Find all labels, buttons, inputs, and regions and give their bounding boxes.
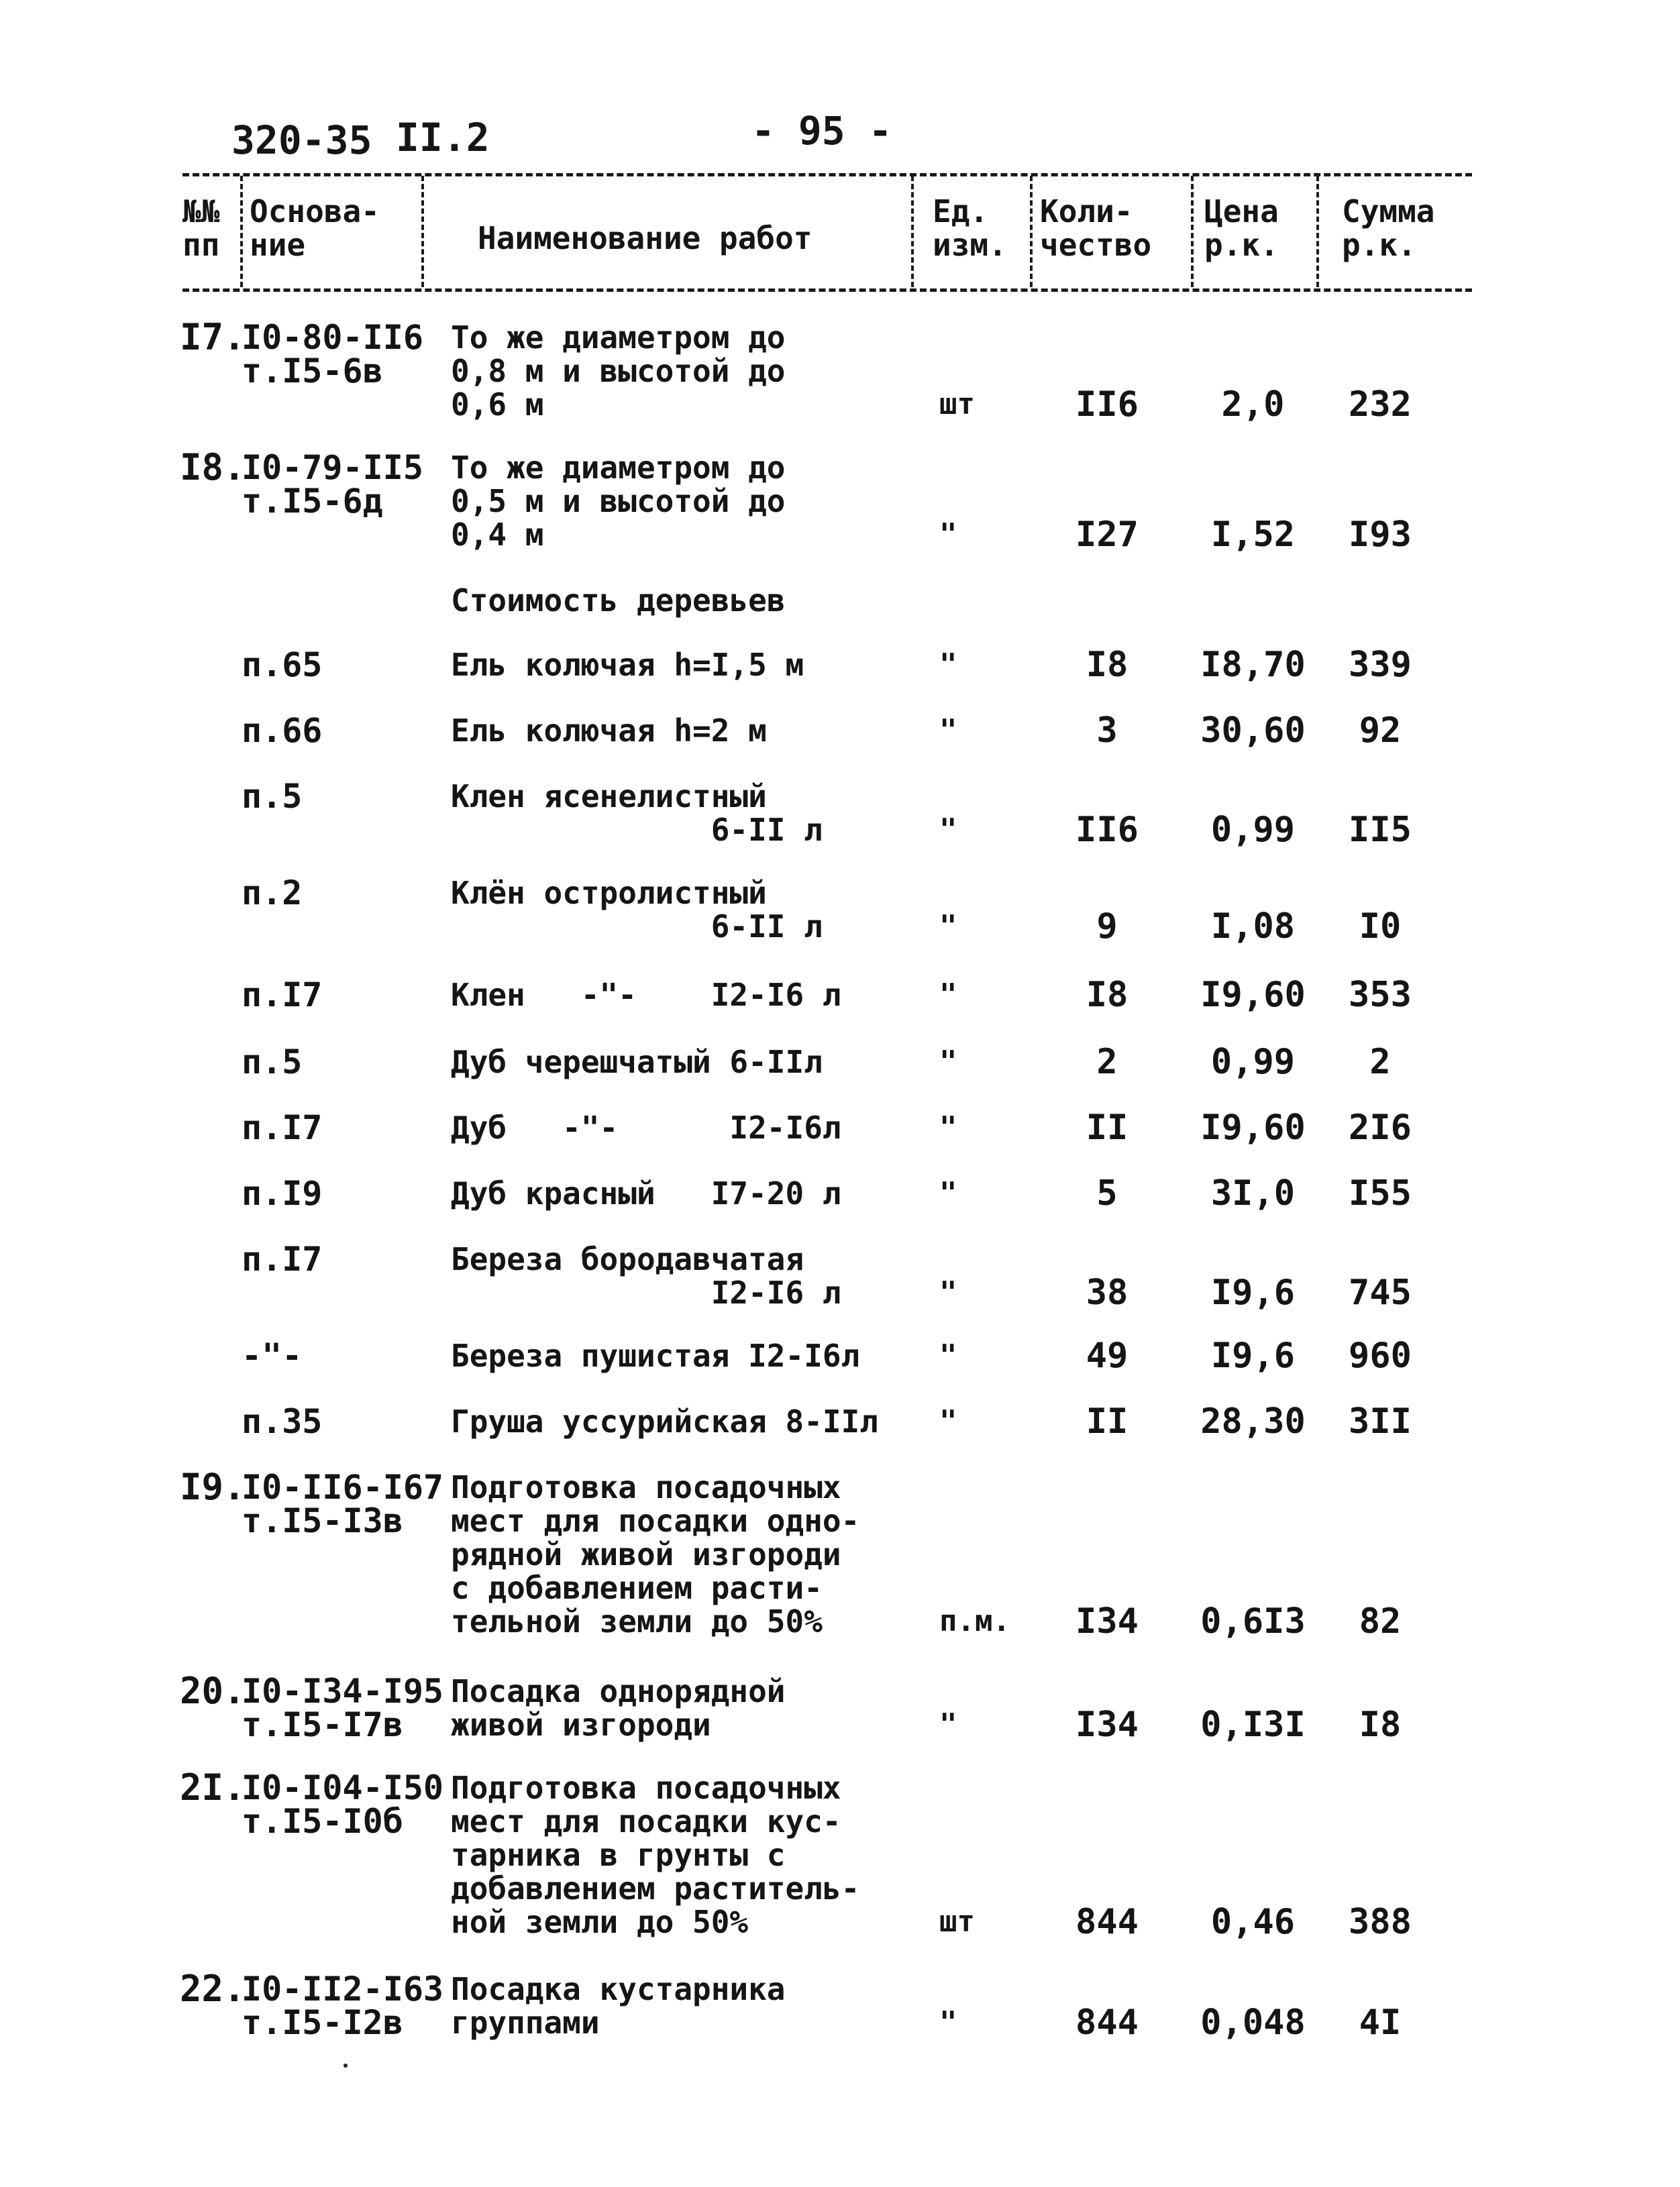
row-basis: I0-79-II5 т.I5-6д bbox=[242, 448, 423, 521]
row-sum: 960 bbox=[1349, 1336, 1412, 1376]
row-basis: I0-80-II6 т.I5-6в bbox=[242, 318, 423, 390]
row-price: 28,30 bbox=[1200, 1401, 1306, 1442]
row-sum: I0 bbox=[1359, 906, 1402, 947]
row-price: 3I,0 bbox=[1210, 1173, 1296, 1214]
col-header-qty: Коли- чество bbox=[1040, 193, 1152, 263]
row-unit: " bbox=[939, 713, 957, 747]
row-quantity: 844 bbox=[1075, 1902, 1139, 1942]
row-work-name: Клен ясенелистный 6-II л bbox=[451, 778, 823, 848]
row-sum: 4I bbox=[1359, 2003, 1402, 2043]
row-quantity: I27 bbox=[1075, 515, 1139, 555]
row-work-name: Подготовка посадочных мест для посадки кус- тарника в грунты с добавлением раститель- ной земли до 50% bbox=[451, 1770, 860, 1940]
row-basis: п.5 bbox=[242, 1043, 303, 1081]
row-quantity: II6 bbox=[1075, 384, 1139, 425]
col-separator-2 bbox=[421, 176, 424, 287]
row-basis: п.I9 bbox=[242, 1174, 323, 1213]
row-basis: п.66 bbox=[242, 711, 323, 750]
row-basis: п.I7 bbox=[242, 1108, 323, 1147]
row-basis: I0-I04-I50 т.I5-I0б bbox=[242, 1768, 444, 1841]
row-number: 20. bbox=[180, 1670, 246, 1712]
col-separator-1 bbox=[240, 176, 243, 287]
row-quantity: I34 bbox=[1075, 1705, 1139, 1745]
row-price: 0,46 bbox=[1210, 1902, 1296, 1942]
row-price: I,52 bbox=[1210, 515, 1296, 555]
row-quantity: II6 bbox=[1075, 810, 1139, 850]
row-unit: шт bbox=[939, 1905, 975, 1939]
row-work-name: Стоимость деревьев bbox=[451, 582, 786, 619]
row-price: 30,60 bbox=[1200, 710, 1306, 751]
col-separator-3 bbox=[911, 176, 914, 287]
header-top-rule bbox=[182, 173, 1472, 176]
row-work-name: Груша уссурийская 8-IIл bbox=[451, 1403, 878, 1440]
row-price: I9,6 bbox=[1210, 1336, 1296, 1376]
row-unit: " bbox=[939, 1110, 957, 1144]
row-price: I9,60 bbox=[1200, 1108, 1306, 1148]
row-sum: 82 bbox=[1359, 1601, 1402, 1642]
row-work-name: Береза бородавчатая I2-I6 л bbox=[451, 1241, 841, 1311]
col-separator-4 bbox=[1030, 176, 1033, 287]
col-header-basis: Основа- ние bbox=[250, 193, 380, 263]
row-price: I9,60 bbox=[1200, 975, 1306, 1015]
row-unit: шт bbox=[939, 387, 975, 421]
row-sum: 745 bbox=[1349, 1273, 1412, 1313]
col-header-sum: Сумма р.к. bbox=[1342, 193, 1435, 263]
row-basis: п.5 bbox=[242, 777, 303, 816]
row-sum: 92 bbox=[1359, 710, 1402, 751]
row-work-name: Береза пушистая I2-I6л bbox=[451, 1338, 860, 1374]
row-basis: I0-II2-I63 т.I5-I2в bbox=[242, 1970, 444, 2042]
row-sum: I55 bbox=[1349, 1173, 1412, 1214]
row-price: 2,0 bbox=[1221, 384, 1285, 425]
row-sum: 339 bbox=[1349, 645, 1412, 685]
row-price: 0,99 bbox=[1210, 1042, 1296, 1082]
row-price: I8,70 bbox=[1200, 645, 1306, 685]
row-basis: п.35 bbox=[242, 1402, 323, 1441]
row-price: I9,6 bbox=[1210, 1273, 1296, 1313]
row-number: I8. bbox=[180, 446, 246, 488]
row-basis: -"- bbox=[242, 1336, 303, 1375]
row-work-name: Клён остролистный 6-II л bbox=[451, 875, 823, 945]
row-unit: " bbox=[939, 647, 957, 682]
row-sum: 388 bbox=[1349, 1902, 1412, 1942]
row-work-name: Подготовка посадочных мест для посадки одно- рядной живой изгороди с добавлением расти- тельной земли до 50% bbox=[451, 1469, 860, 1640]
row-unit: " bbox=[939, 812, 957, 847]
col-header-name: Наименование работ bbox=[478, 220, 812, 256]
row-price: 0,6I3 bbox=[1200, 1601, 1306, 1642]
row-quantity: I34 bbox=[1075, 1601, 1139, 1642]
row-quantity: 38 bbox=[1086, 1273, 1128, 1313]
row-unit: " bbox=[939, 909, 957, 943]
row-unit: " bbox=[939, 1338, 957, 1373]
row-unit: " bbox=[939, 1707, 957, 1742]
row-unit: " bbox=[939, 517, 957, 551]
col-separator-5 bbox=[1191, 176, 1194, 287]
row-work-name: Ель колючая h=I,5 м bbox=[451, 647, 804, 683]
row-quantity: I8 bbox=[1086, 645, 1128, 685]
row-price: I,08 bbox=[1210, 906, 1296, 947]
row-unit: " bbox=[939, 977, 957, 1012]
col-header-number: №№ пп bbox=[182, 193, 220, 263]
row-sum: 2 bbox=[1369, 1042, 1391, 1082]
row-price: 0,048 bbox=[1200, 2003, 1306, 2043]
row-quantity: I8 bbox=[1086, 975, 1128, 1015]
row-work-name: Дуб красный I7-20 л bbox=[451, 1175, 841, 1212]
row-work-name: То же диаметром до 0,8 м и высотой до 0,6 м bbox=[451, 319, 786, 423]
row-unit: " bbox=[939, 1275, 957, 1310]
section-number: II.2 bbox=[396, 115, 490, 160]
row-work-name: Ель колючая h=2 м bbox=[451, 712, 767, 749]
row-basis: I0-I34-I95 т.I5-I7в bbox=[242, 1672, 444, 1744]
row-number: 2I. bbox=[180, 1766, 246, 1809]
page-number: - 95 - bbox=[751, 108, 892, 154]
row-unit: " bbox=[939, 1176, 957, 1210]
row-work-name: Клен -"- I2-I6 л bbox=[451, 977, 841, 1013]
row-work-name: Посадка однорядной живой изгороди bbox=[451, 1673, 786, 1743]
row-sum: 353 bbox=[1349, 975, 1412, 1015]
row-number: I7. bbox=[180, 316, 246, 358]
row-basis: п.I7 bbox=[242, 975, 323, 1014]
row-quantity: II bbox=[1086, 1108, 1128, 1148]
row-basis: п.2 bbox=[242, 873, 303, 912]
row-work-name: Дуб -"- I2-I6л bbox=[451, 1110, 841, 1146]
row-unit: " bbox=[939, 1045, 957, 1079]
col-separator-6 bbox=[1316, 176, 1319, 287]
row-quantity: 2 bbox=[1096, 1042, 1118, 1082]
row-basis: п.65 bbox=[242, 645, 323, 684]
row-basis: I0-II6-I67 т.I5-I3в bbox=[242, 1468, 444, 1540]
row-unit: " bbox=[939, 1404, 957, 1438]
row-basis: п.I7 bbox=[242, 1240, 323, 1279]
row-unit: " bbox=[939, 2005, 957, 2039]
row-quantity: 844 bbox=[1075, 2003, 1139, 2043]
row-sum: 232 bbox=[1349, 384, 1412, 425]
row-quantity: 49 bbox=[1086, 1336, 1128, 1376]
row-work-name: Дуб черешчатый 6-IIл bbox=[451, 1044, 823, 1080]
col-header-price: Цена р.к. bbox=[1204, 193, 1279, 263]
row-sum: I8 bbox=[1359, 1705, 1402, 1745]
row-unit: п.м. bbox=[939, 1604, 1010, 1638]
row-number: 22. bbox=[180, 1968, 246, 2010]
document-code: 320-35 bbox=[231, 117, 372, 163]
row-work-name: То же диаметром до 0,5 м и высотой до 0,4 м bbox=[451, 449, 786, 553]
row-quantity: 9 bbox=[1096, 906, 1118, 947]
row-sum: I93 bbox=[1349, 515, 1412, 555]
row-price: 0,99 bbox=[1210, 810, 1296, 850]
header-bottom-rule bbox=[182, 288, 1472, 292]
row-quantity: 5 bbox=[1096, 1173, 1118, 1214]
row-quantity: II bbox=[1086, 1401, 1128, 1442]
row-work-name: Посадка кустарника группами bbox=[451, 1971, 786, 2041]
row-sum: 3II bbox=[1349, 1401, 1412, 1442]
row-sum: II5 bbox=[1349, 810, 1412, 850]
row-sum: 2I6 bbox=[1349, 1108, 1412, 1148]
scan-speck bbox=[344, 2064, 348, 2068]
row-quantity: 3 bbox=[1096, 710, 1118, 751]
row-price: 0,I3I bbox=[1200, 1705, 1306, 1745]
col-header-unit: Ед. изм. bbox=[933, 193, 1007, 263]
row-number: I9. bbox=[180, 1466, 246, 1508]
